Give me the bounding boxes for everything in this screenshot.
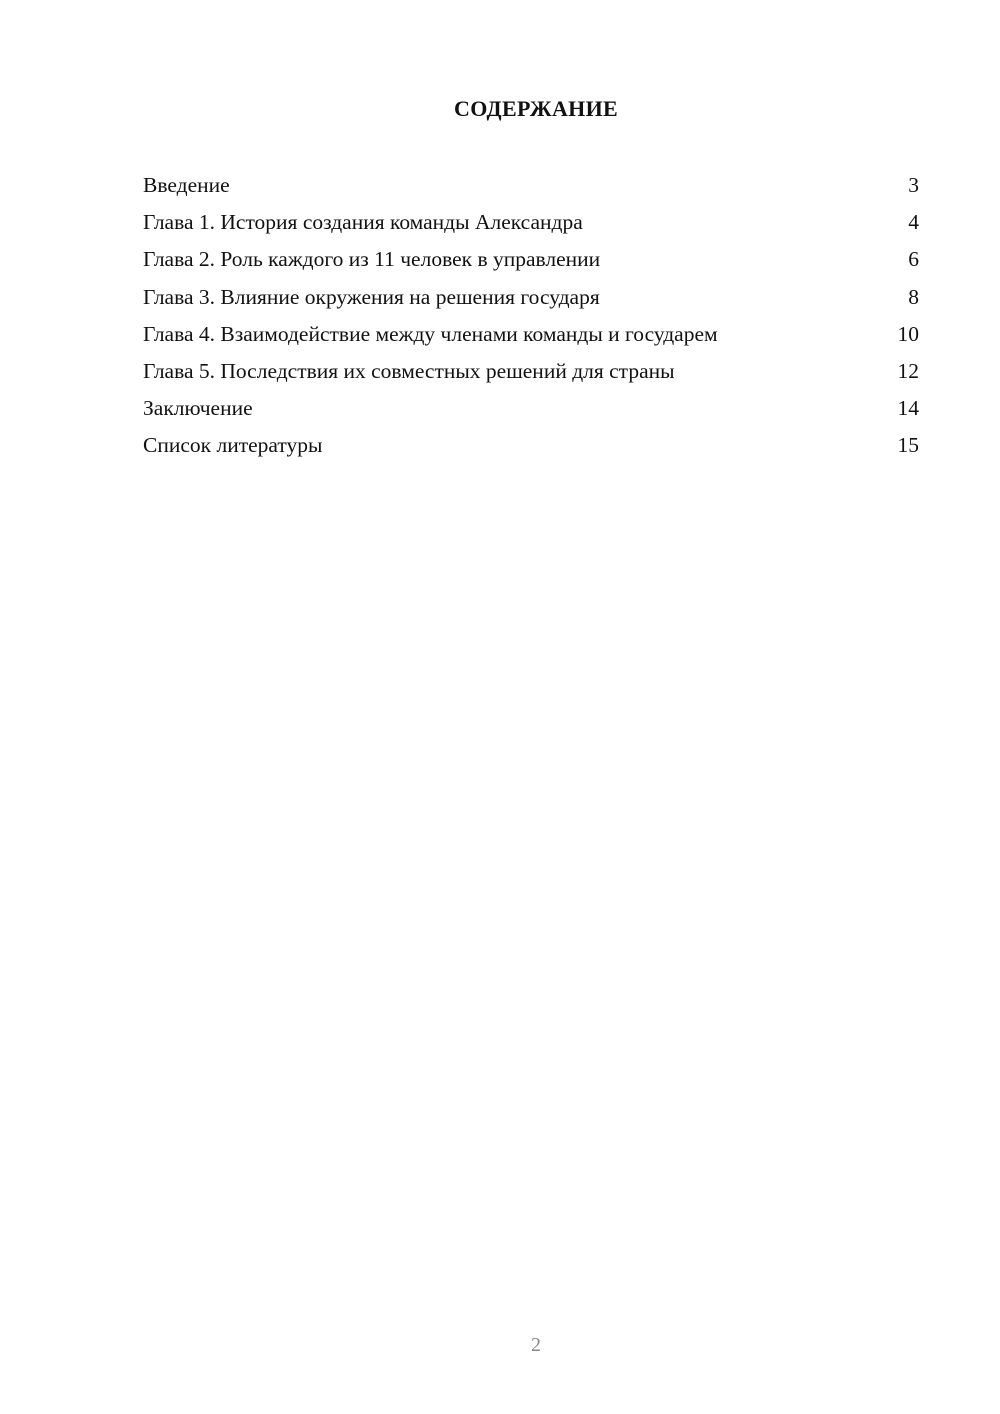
toc-entry-page: 3	[908, 173, 919, 197]
toc-entry-page: 14	[897, 396, 919, 421]
toc-entry-label: Заключение	[143, 396, 253, 421]
toc-entry-label: Глава 3. Влияние окружения на решения государя	[143, 284, 600, 309]
toc-entry-page: 6	[908, 247, 919, 272]
toc-entry-label: Введение	[143, 173, 230, 197]
toc-entry-label: Глава 1. История создания команды Александра	[143, 210, 583, 235]
toc-entry	[143, 204, 919, 241]
page-number: 2	[531, 1334, 541, 1356]
toc-list	[143, 167, 919, 465]
toc-entry	[143, 316, 919, 353]
toc-entry-label: Глава 2. Роль каждого из 11 человек в управлении	[143, 247, 601, 272]
toc-entry-page: 8	[908, 284, 919, 309]
toc-entry	[143, 427, 919, 464]
toc-entry	[143, 241, 919, 278]
toc-entry-page: 12	[897, 358, 919, 383]
toc-entry	[143, 353, 919, 390]
toc-entry-page: 4	[908, 210, 919, 235]
toc-entry-page: 15	[897, 433, 919, 458]
toc-entry-page: 10	[897, 321, 919, 346]
toc-entry	[143, 167, 919, 204]
toc-entry	[143, 279, 919, 316]
toc-title: СОДЕРЖАНИЕ	[454, 96, 618, 121]
toc-entry	[143, 390, 919, 427]
toc-entry-label: Глава 4. Взаимодействие между членами команды и государем	[143, 321, 718, 346]
toc-entry-label: Список литературы	[143, 433, 323, 458]
toc-entry-label: Глава 5. Последствия их совместных решений для страны	[143, 358, 675, 383]
